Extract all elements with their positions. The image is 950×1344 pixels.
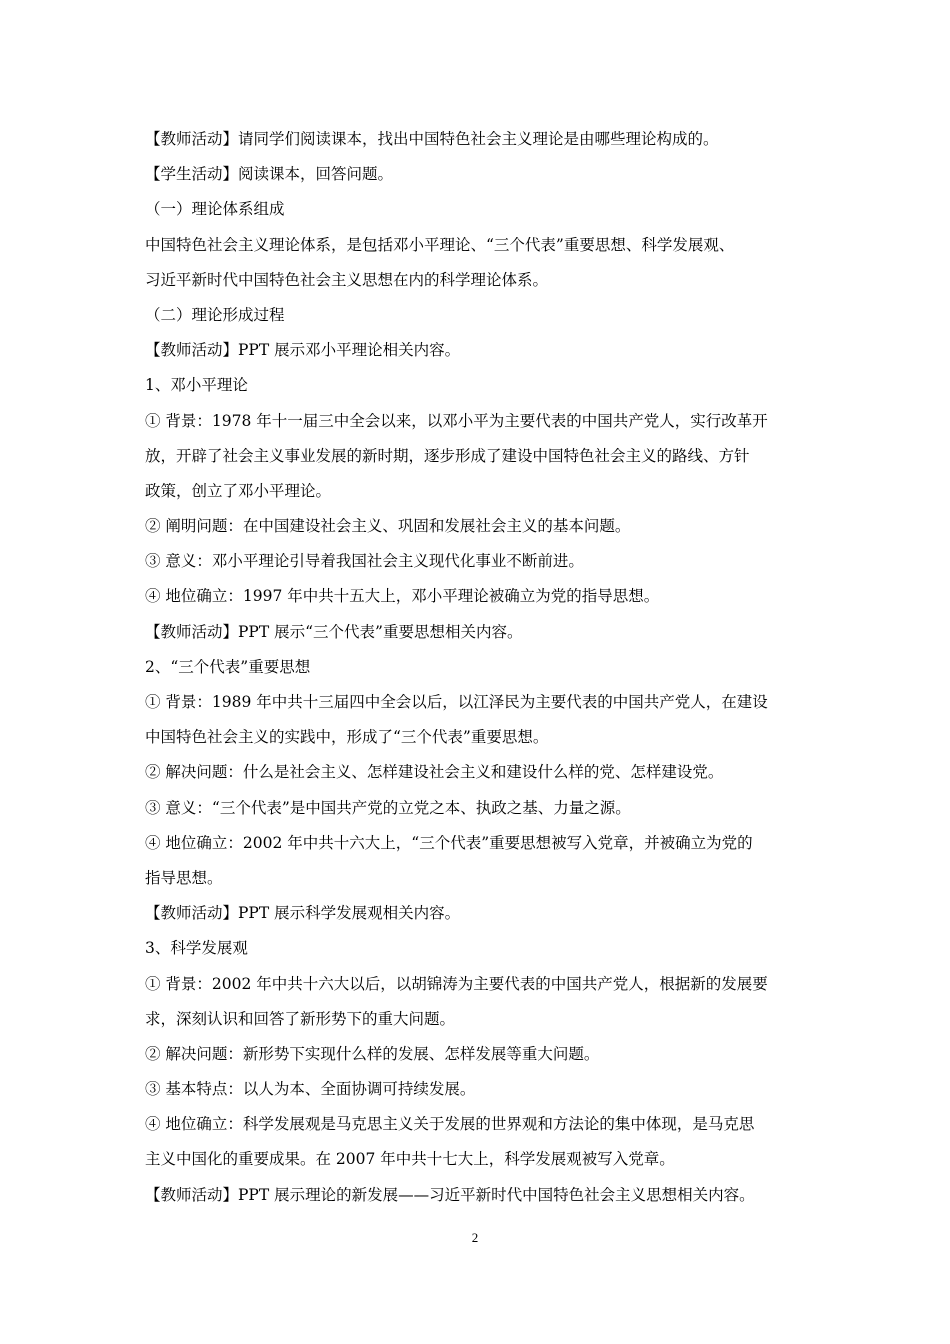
text-line: 指导思想。 [145, 868, 223, 887]
text-line: ② 阐明问题：在中国建设社会主义、巩固和发展社会主义的基本问题。 [145, 517, 631, 536]
text-line: ④ 地位确立：科学发展观是马克思主义关于发展的世界观和方法论的集中体现，是马克思 [145, 1115, 755, 1134]
text-line: 主义中国化的重要成果。在 2007 年中共十七大上，科学发展观被写入党章。 [145, 1150, 675, 1169]
text-line: ③ 基本特点：以人为本、全面协调可持续发展。 [145, 1080, 476, 1099]
text-line: ③ 意义：“三个代表”是中国共产党的立党之本、执政之基、力量之源。 [145, 798, 631, 817]
text-line: 中国特色社会主义的实践中，形成了“三个代表”重要思想。 [145, 728, 549, 747]
text-line: 【教师活动】PPT 展示“三个代表”重要思想相关内容。 [145, 622, 523, 641]
page-number: 2 [471, 1230, 479, 1245]
text-line: ② 解决问题：什么是社会主义、怎样建设社会主义和建设什么样的党、怎样建设党。 [145, 763, 724, 782]
text-line: ④ 地位确立：2002 年中共十六大上，“三个代表”重要思想被写入党章，并被确立为党的 [145, 833, 753, 852]
text-line: 放，开辟了社会主义事业发展的新时期，逐步形成了建设中国特色社会主义的路线、方针 [145, 446, 750, 465]
text-line: 【学生活动】阅读课本，回答问题。 [145, 165, 394, 184]
text-line: ① 背景：1989 年中共十三届四中全会以后，以江泽民为主要代表的中国共产党人，在建设 [145, 693, 768, 711]
section-heading: （二）理论形成过程 [145, 305, 285, 324]
text-line: 求，深刻认识和回答了新形势下的重大问题。 [145, 1009, 456, 1028]
subsection-heading: 2、“三个代表”重要思想 [145, 657, 311, 676]
text-line: 政策，创立了邓小平理论。 [145, 481, 332, 500]
text-line: 中国特色社会主义理论体系，是包括邓小平理论、“三个代表”重要思想、科学发展观、 [145, 235, 735, 254]
subsection-heading: 1、邓小平理论 [145, 376, 248, 395]
text-line: ① 背景：1978 年十一届三中全会以来，以邓小平为主要代表的中国共产党人，实行改革开 [145, 411, 768, 430]
text-line: ③ 意义：邓小平理论引导着我国社会主义现代化事业不断前进。 [145, 552, 584, 571]
text-line: ④ 地位确立：1997 年中共十五大上，邓小平理论被确立为党的指导思想。 [145, 587, 660, 606]
text-line: ① 背景：2002 年中共十六大以后，以胡锦涛为主要代表的中国共产党人，根据新的发展要 [145, 974, 768, 993]
text-line: 【教师活动】PPT 展示理论的新发展——习近平新时代中国特色社会主义思想相关内容。 [145, 1185, 755, 1204]
document-body [145, 122, 810, 1213]
text-line: ② 解决问题：新形势下实现什么样的发展、怎样发展等重大问题。 [145, 1044, 600, 1063]
subsection-heading: 3、科学发展观 [145, 939, 248, 958]
text-line: 【教师活动】PPT 展示邓小平理论相关内容。 [145, 341, 461, 360]
text-line: 【教师活动】请同学们阅读课本，找出中国特色社会主义理论是由哪些理论构成的。 [145, 130, 719, 148]
text-line: 习近平新时代中国特色社会主义思想在内的科学理论体系。 [145, 270, 549, 289]
section-heading: （一）理论体系组成 [145, 200, 285, 219]
text-line: 【教师活动】PPT 展示科学发展观相关内容。 [145, 904, 461, 923]
